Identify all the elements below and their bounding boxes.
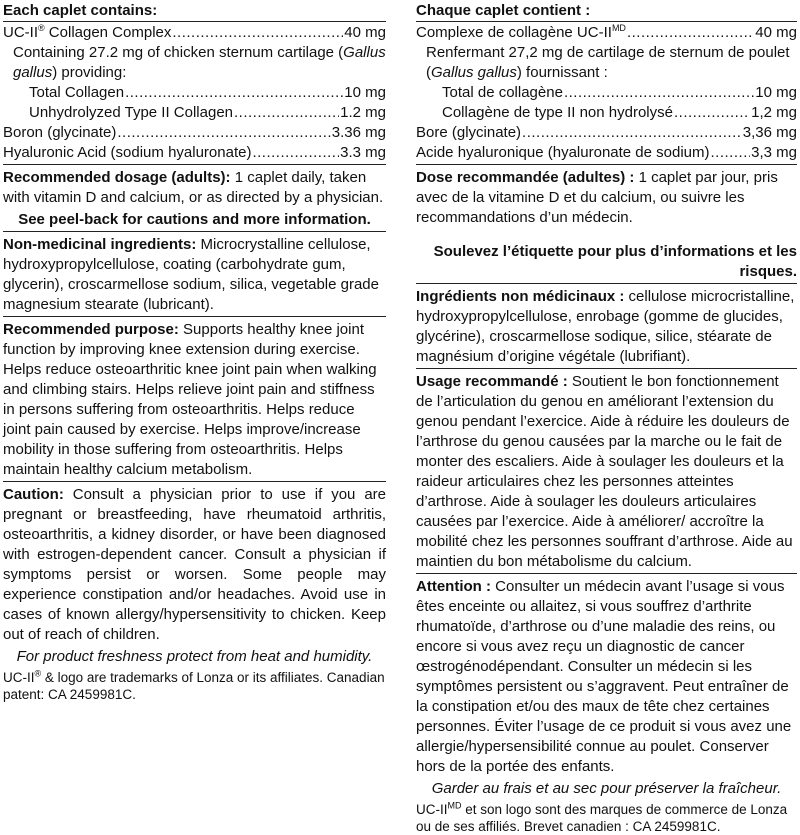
nonmedicinal-paragraph xyxy=(416,287,797,367)
ingredients-table xyxy=(416,23,797,163)
leader-dots xyxy=(674,103,750,123)
purpose-label: Usage recommandé : xyxy=(416,373,568,390)
ingredient-row xyxy=(3,123,386,143)
source-description: Containing 27.2 mg of chicken sternum cartilage (Gallus gallus) providing: xyxy=(13,44,386,81)
leader-dots xyxy=(117,123,330,143)
ingredient-row xyxy=(416,143,797,163)
leader-dots xyxy=(627,23,754,43)
caplet-contents-heading: Each caplet contains: xyxy=(3,2,158,19)
nonmedicinal-paragraph xyxy=(3,235,386,315)
leader-dots xyxy=(125,83,343,103)
leader-dots xyxy=(711,143,751,163)
ingredient-amount: 40 mg xyxy=(755,24,797,41)
leader-dots xyxy=(252,143,339,163)
caution-label: Caution: xyxy=(3,486,64,503)
purpose-text: Supports healthy knee joint function by improving knee extension during exercise. Helps reduce osteoarthritic knee joint pain when walking and climbing stairs. Helps relieve joint pain and stiffness in persons suffering from osteoarthritis. Helps reduce joint pain caused by exercise. Helps improve/increase mobility in those suffering from osteoarthritis. Helps maintain healthy calcium metabolism. xyxy=(3,321,377,478)
leader-dots xyxy=(172,23,343,43)
ingredient-label: Complexe de collagène UC-II xyxy=(416,24,612,41)
ingredient-row xyxy=(416,23,797,43)
divider xyxy=(416,164,797,165)
divider xyxy=(3,316,386,317)
ingredient-label: Bore (glycinate) xyxy=(416,124,522,141)
dosage-paragraph xyxy=(3,168,386,208)
french-panel xyxy=(416,0,797,835)
ingredient-label: Hyaluronic Acid (sodium hyaluronate) xyxy=(3,144,252,161)
ingredient-label: Total Collagen xyxy=(29,84,125,101)
ingredient-amount: 40 mg xyxy=(344,24,386,41)
nonmedicinal-text: Microcrystalline cellulose, hydroxypropylcellulose, coating (carbohydrate gum, glycerin), croscarmellose sodium, silica, vegetable grade magnesium stearate (lubricant). xyxy=(3,236,379,313)
ingredient-label: Collagène de type II non hydrolysé xyxy=(442,104,673,121)
divider xyxy=(416,573,797,574)
nonmedicinal-label: Ingrédients non médicinaux : xyxy=(416,288,625,305)
nonmedicinal-label: Non-medicinal ingredients: xyxy=(3,236,197,253)
english-panel xyxy=(3,0,386,703)
ingredient-label: Total de collagène xyxy=(442,84,563,101)
dosage-text: 1 caplet daily, taken with vitamin D and calcium, or as directed by a physician. xyxy=(3,169,384,206)
sub-ingredient-row xyxy=(3,83,386,103)
nonmedicinal-text: cellulose microcristalline, hydroxypropylcellulose, enrobage (gomme de glucides, glycérine), croscarmellose sodique, silice, stéarate de magnésium d’origine végétale (lubrifiant). xyxy=(416,288,795,365)
ingredient-label: Acide hyaluronique (hyaluronate de sodium) xyxy=(416,144,710,161)
registered-mark: MD xyxy=(611,23,626,33)
leader-dots xyxy=(234,103,339,123)
dosage-text: 1 caplet par jour, pris avec de la vitamine D et du calcium, ou suivre les recommandations d’un médecin. xyxy=(416,169,778,226)
divider xyxy=(416,283,797,284)
trademark-notice: $UC-II^{MD}$ et son logo sont des marques de commerce de Lonza ou de ses affiliés. Brevet canadien : CA 2459981C. xyxy=(416,800,788,834)
leader-dots xyxy=(564,83,754,103)
source-description: Renfermant 27,2 mg de cartilage de sternum de poulet (Gallus gallus) fournissant : xyxy=(426,44,790,81)
ingredient-label: Boron (glycinate) xyxy=(3,124,117,141)
divider xyxy=(416,368,797,369)
sub-ingredient-row xyxy=(416,103,797,123)
divider xyxy=(3,481,386,482)
ingredient-row xyxy=(3,143,386,163)
divider xyxy=(416,21,797,22)
peel-back-notice: Soulevez l’étiquette pour plus d’informations et les risques. xyxy=(433,243,797,280)
purpose-paragraph xyxy=(3,320,386,480)
caution-paragraph xyxy=(3,485,386,645)
ingredient-label: Unhydrolyzed Type II Collagen xyxy=(29,104,234,121)
ingredient-label: Collagen Complex xyxy=(44,24,172,41)
caplet-contents-heading: Chaque caplet contient : xyxy=(416,2,591,19)
ingredient-amount: 3,36 mg xyxy=(742,124,797,141)
ingredient-row xyxy=(3,23,386,43)
dosage-label: Recommended dosage (adults): xyxy=(3,169,231,186)
ingredient-amount: 1,2 mg xyxy=(751,104,797,121)
caution-text: Consulter un médecin avant l’usage si vous êtes enceinte ou allaitez, si vous souffrez d’arthrite rhumatoïde, d’arthrose ou d’une maladie des reins, ou encore si vous avez reçu un diagnostic de cancer œstrogénodépendant. Consulter un médecin si les symptômes persistent ou s’aggravent. Peut entraîner de la constipation et/ou des maux de tête chez certaines personnes. Éviter l’usage de ce produit si vous avez une allergie/hypersensibilité connue au poulet. Conserver hors de la portée des enfants. xyxy=(416,578,792,775)
ingredient-amount: 3.3 mg xyxy=(340,144,386,161)
peel-back-notice: See peel-back for cautions and more information. xyxy=(18,211,371,228)
ingredient-amount: 3.36 mg xyxy=(331,124,386,141)
dosage-label: Dose recommandée (adultes) : xyxy=(416,169,635,186)
sub-ingredient-row xyxy=(3,103,386,123)
ingredients-table xyxy=(3,23,386,163)
caution-paragraph xyxy=(416,577,797,777)
ingredient-label: UC-II xyxy=(3,24,38,41)
ingredient-amount: 10 mg xyxy=(344,84,386,101)
ingredient-amount: 10 mg xyxy=(755,84,797,101)
sub-ingredient-row xyxy=(416,83,797,103)
divider xyxy=(3,164,386,165)
divider xyxy=(3,231,386,232)
trademark-notice: UC-II® & logo are trademarks of Lonza or its affiliates. Canadian patent: CA 2459981C. xyxy=(3,668,385,702)
purpose-paragraph xyxy=(416,372,797,572)
freshness-notice: Garder au frais et au sec pour préserver la fraîcheur. xyxy=(431,780,782,797)
purpose-label: Recommended purpose: xyxy=(3,321,179,338)
dosage-paragraph xyxy=(416,168,797,228)
caution-text: Consult a physician prior to use if you are pregnant or breastfeeding, have rheumatoid arthritis, osteoarthritis, a kidney disorder, or have been diagnosed with estrogen-dependent cancer. Consult a physician if symptoms persist or worsen. Some people may experience constipation and/or headaches. Avoid use in cases of known allergy/hypersensitivity to chicken. Keep out of reach of children. xyxy=(3,486,386,643)
ingredient-row xyxy=(416,123,797,143)
registered-mark: ® xyxy=(38,23,45,33)
ingredient-amount: 3,3 mg xyxy=(751,144,797,161)
divider xyxy=(3,21,386,22)
leader-dots xyxy=(522,123,742,143)
purpose-text: Soutient le bon fonctionnement de l’articulation du genou en améliorant l’extension du genou pendant l’exercice. Aide à réduire les douleurs de l’arthrose du genou causées par la marche ou le fait de monter des escaliers. Aide à soulager les douleurs et la raideur articulaires chez les personnes atteintes d’arthrose. Aide à soulager les douleurs articulaires causées par l’exercice. Aide à améliorer/ accroître la mobilité chez les personnes souffrant d’arthrose. Aide au maintien du bon métabolisme du calcium. xyxy=(416,373,793,570)
ingredient-amount: 1.2 mg xyxy=(340,104,386,121)
freshness-notice: For product freshness protect from heat and humidity. xyxy=(16,648,373,665)
caution-label: Attention : xyxy=(416,578,491,595)
